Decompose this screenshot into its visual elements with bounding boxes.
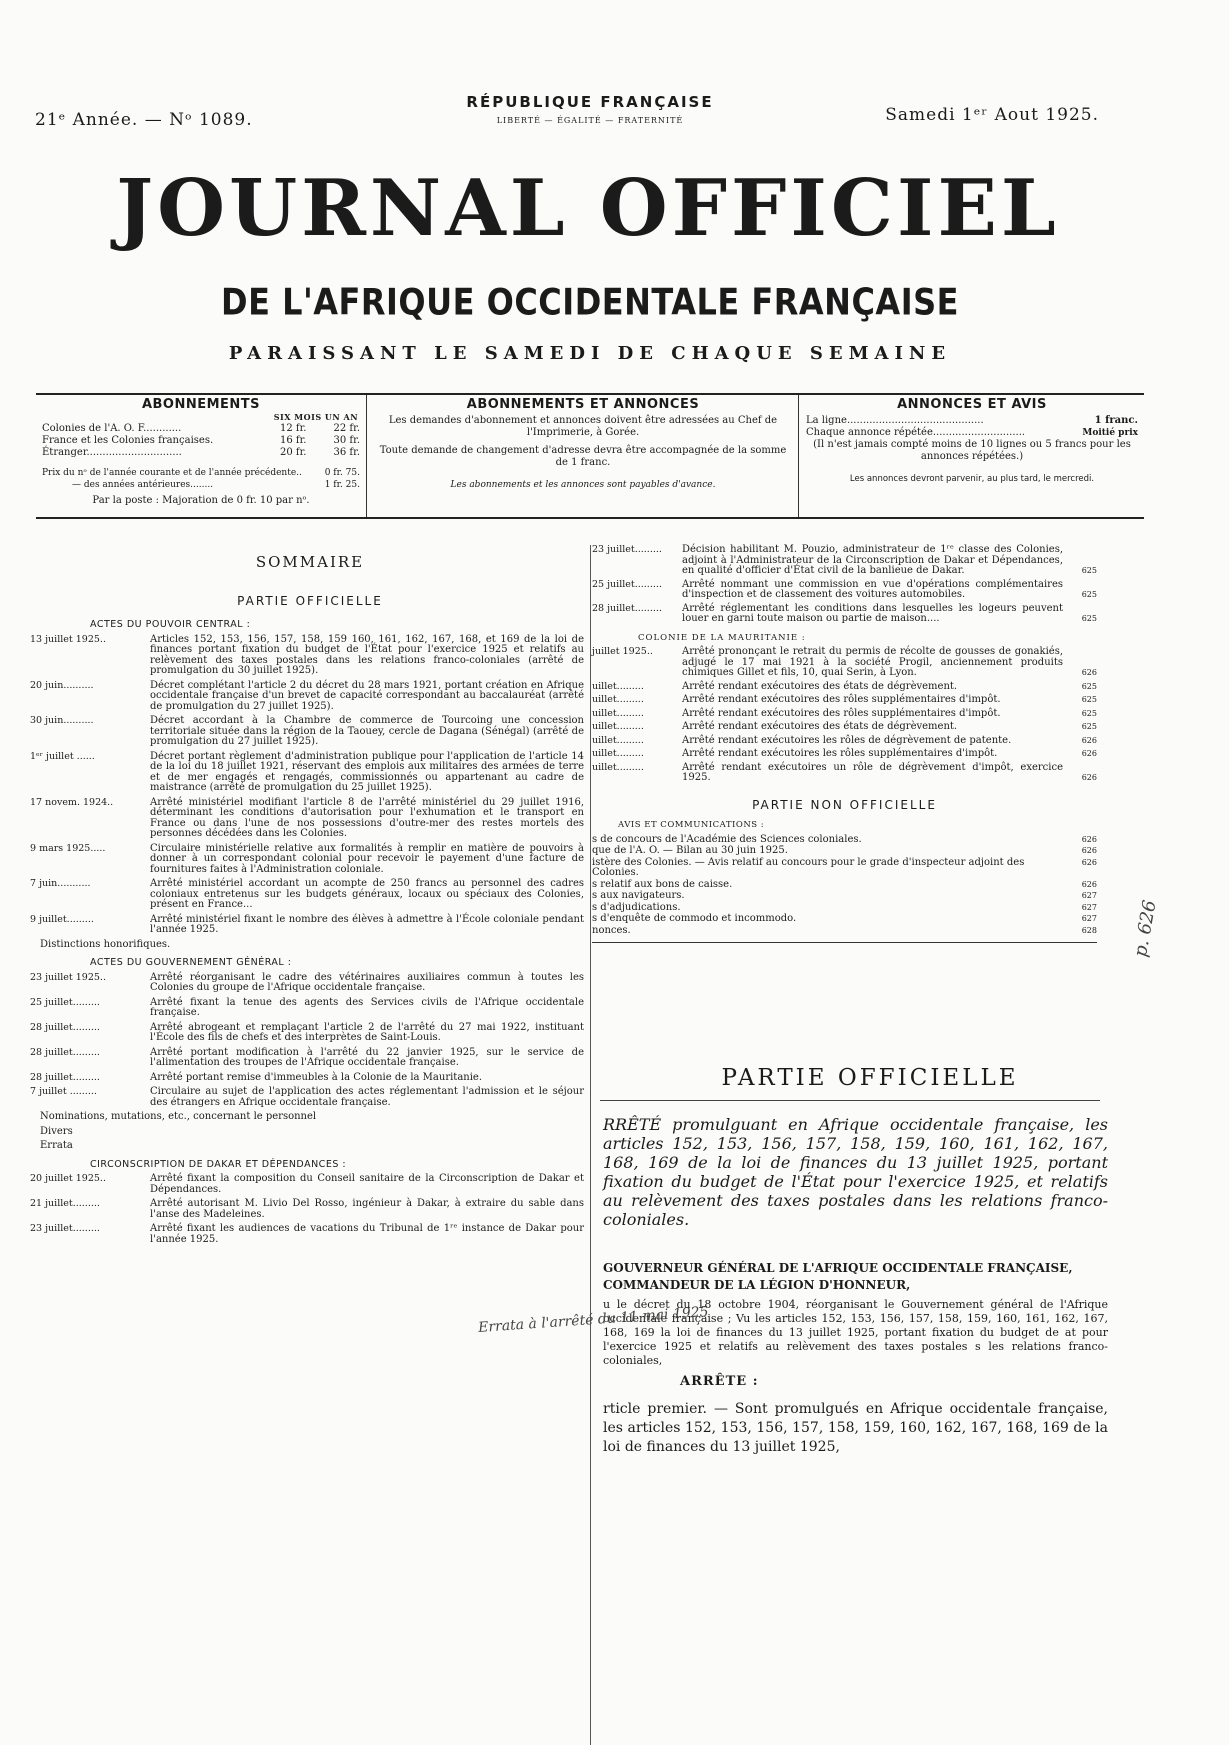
entry-text: Arrêté autorisant M. Livio Del Rosso, ingénieur à Dakar, à extraire du sable dans l'anse des Madeleines. — [150, 1198, 584, 1220]
summary-entry — [592, 763, 1097, 784]
older-price-label: — des années antérieures........ — [72, 480, 214, 490]
summary-heading: SOMMAIRE — [255, 553, 365, 571]
entry-date: 28 juillet......... — [592, 602, 662, 614]
entry-text: Circulaire au sujet de l'application des actes réglementant l'admission et le séjour des étrangers en Afrique occidentale française. — [150, 1086, 584, 1108]
avis-entry — [592, 926, 1097, 937]
summary-entry — [30, 1199, 590, 1220]
entry-text: Décret complétant l'article 2 du décret du 28 mars 1921, portant création en Afrique occidentale française d'un brevet de capacité correspondant au baccalauréat (arrêté de promulgation du 27 juillet 1925). — [150, 679, 584, 712]
entry-page: 625 — [1081, 695, 1097, 704]
errata-line: Errata — [40, 1140, 73, 1151]
handwritten-errata-note: Errata à l'arrêté du 11 mai 1925 — [477, 1303, 710, 1337]
entry-text: Décision habilitant M. Pouzio, administrateur de 1ʳᵉ classe des Colonies, adjoint à l'Administrateur de la Circonscription de Dakar et Dépendances, en qualité d'officier d'État civil de la banlieue de Dakar. — [682, 544, 1063, 576]
entry-text: istère des Colonies. — Avis relatif au concours pour le grade d'inspecteur adjoint des Colonies. — [592, 856, 1025, 878]
journal-title: JOURNAL OFFICIEL — [116, 163, 1060, 254]
distinctions-line: Distinctions honorifiques. — [40, 938, 171, 950]
entry-text: s aux navigateurs. — [592, 890, 685, 901]
entry-text: Arrêté rendant exécutoires les rôles de dégrèvement de patente. — [682, 734, 1012, 746]
avis-entry — [592, 858, 1097, 879]
entry-text: Arrêté rendant exécutoires les rôles supplémentaires d'impôt. — [682, 748, 998, 759]
entry-text: Arrêté fixant la composition du Conseil sanitaire de la Circonscription de Dakar et Dépendances. — [150, 1173, 584, 1195]
entry-page: 627 — [1081, 914, 1097, 923]
entry-date: uillet......... — [592, 707, 644, 719]
vu-clauses: u le décret du 18 octobre 1904, réorganisant le Gouvernement général de l'Afrique occidentale française ; Vu les articles 152, 153, 156, 157, 158, 159, 160, 161, 162, 167, 168, 169 la loi de finances du 13 juillet 1925, portant fixation du budget de at pour l'exercice 1925 et relatifs au relèvement des taxes postales s les relations franco-coloniales, — [603, 1298, 1108, 1367]
dakar-continued-list — [592, 545, 1097, 625]
summary-entry — [30, 915, 590, 936]
entry-page: 625 — [1081, 614, 1097, 623]
avis-heading: AVIS ET COMMUNICATIONS : — [618, 820, 765, 830]
summary-entry — [592, 604, 1097, 625]
entry-page: 626 — [1081, 834, 1097, 844]
ad-repeat-value: Moitié prix — [1082, 428, 1138, 438]
entry-text: s relatif aux bons de caisse. — [592, 878, 733, 890]
entry-date: 30 juin.......... — [30, 715, 94, 726]
entry-page: 626 — [1081, 773, 1097, 782]
entry-date: 28 juillet......... — [30, 1021, 100, 1033]
entry-text: Arrêté ministériel fixant le nombre des élèves à admettre à l'École coloniale pendant l'année 1925. — [150, 913, 584, 935]
entry-date: juillet 1925.. — [592, 646, 653, 657]
summary-entry — [30, 752, 590, 794]
non-official-part-heading: PARTIE NON OFFICIELLE — [752, 797, 937, 812]
ad-repeat-row — [800, 427, 1144, 439]
subscriptions-column — [36, 395, 367, 517]
price-six: 12 fr. — [280, 423, 307, 434]
entry-date: 25 juillet......... — [592, 578, 662, 590]
subs-ads-heading: ABONNEMENTS ET ANNONCES — [466, 397, 700, 412]
ad-minimum-note: (Il n'est jamais compté moins de 10 lignes ou 5 francs pour les annonces répétées.) — [813, 439, 1131, 462]
summary-entry — [30, 844, 590, 876]
entry-text: Arrêté prononçant le retrait du permis de récolte de gousses de gonakiés, adjugé le 17 mai 1921 à la société Progil, anciennement produits chimiques Gillet et fils, 10, quai Serin, à Lyon. — [682, 646, 1063, 678]
entry-date: uillet......... — [592, 734, 644, 746]
entry-text: Arrêté portant remise d'immeubles à la Colonie de la Mauritanie. — [150, 1071, 483, 1083]
entry-text: Circulaire ministérielle relative aux formalités à remplir en matière de pouvoirs à donner à un correspondant colonial pour recevoir le payement d'une facture de fournitures faites à l'Administration coloniale. — [150, 842, 584, 875]
central-acts-list — [30, 635, 590, 936]
entry-date: 28 juillet......... — [30, 1071, 100, 1083]
entry-text: Arrêté ministériel accordant un acompte de 250 francs au personnel des cadres coloniaux entretenus sur les budgets généraux, locaux ou spéciaux des Colonies, présent en France... — [150, 878, 584, 910]
title-divider — [600, 1100, 1100, 1101]
entry-page: 625 — [1081, 590, 1097, 599]
entry-date: 23 juillet 1925.. — [30, 971, 106, 983]
older-price-row — [36, 479, 366, 491]
entry-date: uillet......... — [592, 680, 644, 692]
entry-text: Arrêté rendant exécutoires des états de dégrèvement. — [682, 721, 958, 732]
handwritten-margin-note: p. 626 — [1130, 898, 1161, 959]
avis-entry — [592, 846, 1097, 857]
entry-date: 20 juillet 1925.. — [30, 1173, 106, 1184]
entry-text: Arrêté rendant exécutoires un rôle de dégrèvement d'impôt, exercice 1925. — [682, 761, 1063, 783]
entry-text: Arrêté fixant la tenue des agents des Services civils de l'Afrique occidentale française. — [150, 996, 584, 1018]
avis-entry — [592, 880, 1097, 891]
price-row-label: Colonies de l'A. O. F............ — [42, 423, 182, 434]
summary-entry — [592, 647, 1097, 679]
entry-date: 13 juillet 1925.. — [30, 633, 106, 645]
summary-entry — [30, 1174, 590, 1195]
section-divider — [592, 942, 1097, 943]
price-row — [36, 447, 366, 459]
entry-page: 625 — [1081, 722, 1097, 731]
entry-page: 626 — [1081, 735, 1097, 745]
ad-rate-value: 1 franc. — [1094, 415, 1138, 426]
entry-date: 7 juillet ......... — [30, 1086, 97, 1097]
entry-page: 628 — [1081, 925, 1097, 935]
summary-entry — [30, 1023, 590, 1044]
central-acts-heading: ACTES DU POUVOIR CENTRAL : — [90, 619, 251, 630]
summary-entry — [592, 682, 1097, 693]
entry-text: s d'adjudications. — [592, 901, 681, 913]
payment-note: Les abonnements et les annonces sont payables d'avance. — [450, 480, 716, 490]
summary-right-column — [592, 545, 1097, 943]
price-year: 36 fr. — [333, 447, 360, 458]
price-six: 16 fr. — [280, 435, 307, 446]
entry-date: 1ᵉʳ juillet ...... — [30, 750, 95, 762]
price-six: 20 fr. — [280, 447, 307, 458]
arrete-label: ARRÊTE : — [680, 1374, 759, 1389]
summary-entry — [30, 635, 590, 677]
entry-text: Décret portant règlement d'administration publique pour l'application de l'article 14 de la loi du 18 juillet 1921, réservant des emplois aux militaires des armées de terre et de mer engagés et rengagés, commissionnés ou appartenant au cadre de maistrance (arrêté de promulgation du 25 juillet 1925). — [150, 750, 584, 793]
entry-date: 20 juin.......... — [30, 679, 94, 691]
republic-motto: LIBERTÉ — ÉGALITÉ — FRATERNITÉ — [496, 116, 684, 125]
entry-date: 23 juillet......... — [592, 544, 662, 555]
price-row — [36, 435, 366, 447]
subscription-box — [36, 393, 1144, 519]
summary-entry — [30, 1073, 590, 1084]
summary-entry — [592, 736, 1097, 747]
gov-acts-list — [30, 973, 590, 1109]
entry-text: s de concours de l'Académie des Sciences coloniales. — [592, 833, 862, 845]
entry-text: que de l'A. O. — Bilan au 30 juin 1925. — [592, 845, 788, 856]
entry-date: 9 mars 1925..... — [30, 842, 106, 854]
entry-date: 9 juillet......... — [30, 913, 94, 925]
entry-text: Arrêté réglementant les conditions dans lesquelles les logeurs peuvent louer en garni toute maison ou partie de maison.... — [682, 602, 1063, 624]
entry-text: Arrêté réorganisant le cadre des vétérinaires auxiliaires commun à toutes les Colonies du groupe de l'Afrique occidentale française. — [150, 971, 584, 993]
edition-number: 21ᵉ Année. — Nᵒ 1089. — [35, 110, 253, 130]
entry-page: 626 — [1081, 668, 1097, 677]
subscriptions-heading: ABONNEMENTS — [141, 397, 261, 412]
entry-text: Arrêté fixant les audiences de vacations du Tribunal de 1ʳᵉ instance de Dakar pour l'année 1925. — [150, 1223, 584, 1245]
governor-line: GOUVERNEUR GÉNÉRAL DE L'AFRIQUE OCCIDENTALE FRANÇAISE, COMMANDEUR DE LA LÉGION D'HONNEUR, — [603, 1261, 1073, 1292]
entry-text: Arrêté rendant exécutoires des rôles supplémentaires d'impôt. — [682, 707, 1001, 719]
summary-entry — [30, 1048, 590, 1069]
summary-entry — [30, 716, 590, 748]
mauritanie-heading: COLONIE DE LA MAURITANIE : — [638, 632, 806, 643]
price-row-label: France et les Colonies françaises. — [42, 435, 214, 446]
issue-price-label: Prix du nᵒ de l'année courante et de l'année précédente.. — [42, 468, 302, 478]
price-year: 22 fr. — [333, 423, 360, 434]
mauritanie-list — [592, 647, 1097, 784]
summary-entry — [30, 998, 590, 1019]
entry-date: uillet......... — [592, 694, 644, 705]
price-row — [36, 423, 366, 435]
postage-note: Par la poste : Majoration de 0 fr. 10 par nᵒ. — [92, 495, 310, 506]
older-price-value: 1 fr. 25. — [324, 480, 360, 490]
entry-text: Arrêté rendant exécutoires des rôles supplémentaires d'impôt. — [682, 694, 1001, 705]
summary-entry — [30, 1087, 590, 1108]
entry-date: uillet......... — [592, 721, 644, 732]
entry-date: 7 juin........... — [30, 878, 91, 889]
summary-entry — [592, 722, 1097, 733]
summary-entry — [30, 1224, 590, 1245]
issue-date: Samedi 1ᵉʳ Aout 1925. — [885, 105, 1099, 125]
avis-entry — [592, 914, 1097, 925]
entry-text: Articles 152, 153, 156, 157, 158, 159 160, 161, 162, 167, 168, et 169 de la loi de finances portant fixation du budget de l'État pour l'exercice 1925 et relatifs au relèvement des taxes postales dans les relations franco-coloniales (arrêté de promulgation du 30 juillet 1925). — [150, 633, 584, 676]
ads-column — [800, 395, 1144, 517]
entry-text: Arrêté ministériel modifiant l'article 8 de l'arrêté ministériel du 29 juillet 1916, déterminant les conditions d'autorisation pour l'exhumation et le transport en France ou dans l'une de nos possessions d'outre-mer des restes mortels des personnes décédées dans les Colonies. — [150, 796, 584, 839]
entry-page: 627 — [1081, 902, 1097, 912]
journal-subtitle: DE L'AFRIQUE OCCIDENTALE FRANÇAISE — [221, 280, 959, 324]
dakar-heading: CIRCONSCRIPTION DE DAKAR ET DÉPENDANCES : — [90, 1158, 347, 1170]
entry-date: 17 novem. 1924.. — [30, 796, 114, 808]
price-year: 30 fr. — [333, 435, 360, 446]
entry-text: nonces. — [592, 924, 631, 936]
republic-heading: RÉPUBLIQUE FRANÇAISE — [466, 93, 714, 111]
entry-page: 625 — [1081, 708, 1097, 718]
entry-text: Arrêté nommant une commission en vue d'opérations complémentaires d'inspection et de classement des voitures automobiles. — [682, 578, 1063, 600]
official-part-heading: PARTIE OFFICIELLE — [237, 593, 383, 608]
summary-entry — [30, 973, 590, 994]
entry-text: s d'enquête de commodo et incommodo. — [592, 913, 797, 924]
address-change-note: Toute demande de changement d'adresse devra être accompagnée de la somme de 1 franc. — [379, 445, 787, 468]
summary-entry — [30, 681, 590, 713]
entry-text: Arrêté rendant exécutoires des états de dégrèvement. — [682, 680, 958, 692]
avis-list — [592, 835, 1097, 937]
nominations-line: Nominations, mutations, etc., concernant le personnel — [40, 1111, 317, 1122]
issue-price-row — [36, 467, 366, 479]
entry-text: Arrêté portant modification à l'arrêté du 22 janvier 1925, sur le service de l'alimentation des troupes de l'Afrique occidentale française. — [150, 1046, 584, 1068]
avis-entry — [592, 835, 1097, 846]
issue-price-value: 0 fr. 75. — [324, 468, 360, 478]
journal-tagline: PARAISSANT LE SAMEDI DE CHAQUE SEMAINE — [228, 343, 952, 364]
entry-date: 25 juillet......... — [30, 996, 100, 1008]
ads-heading: ANNONCES ET AVIS — [897, 397, 1047, 412]
entry-page: 626 — [1081, 857, 1097, 867]
entry-date: uillet......... — [592, 748, 644, 759]
gov-acts-heading: ACTES DU GOUVERNEMENT GÉNÉRAL : — [90, 957, 292, 968]
subscriptions-ads-column — [368, 395, 799, 517]
dakar-acts-list — [30, 1174, 590, 1245]
ad-deadline-note: Les annonces devront parvenir, au plus tard, le mercredi. — [849, 474, 1095, 484]
subs-address-note: Les demandes d'abonnement et annonces doivent être adressées au Chef de l'Imprimerie, à Gorée. — [388, 415, 778, 438]
avis-entry — [592, 903, 1097, 914]
avis-entry — [592, 891, 1097, 902]
entry-page: 625 — [1081, 566, 1097, 575]
entry-page: 625 — [1081, 681, 1097, 691]
entry-date: 21 juillet......... — [30, 1198, 100, 1209]
entry-date: uillet......... — [592, 761, 644, 773]
entry-text: Décret accordant à la Chambre de commerce de Tourcoing une concession territoriale située dans la région de la Taouey, cercle de Dagana (Sénégal) (arrêté de promulgation du 27 juillet 1925). — [150, 715, 584, 747]
summary-entry — [592, 749, 1097, 760]
entry-text: Arrêté abrogeant et remplaçant l'article 2 de l'arrêté du 27 mai 1922, instituant l'École des fils de chefs et des interprètes de Saint-Louis. — [150, 1021, 584, 1043]
entry-page: 627 — [1081, 891, 1097, 900]
ad-repeat-label: Chaque annonce répétée............................. — [806, 427, 1026, 438]
ad-rate-label: La ligne........................................... — [806, 415, 984, 426]
summary-entry — [592, 695, 1097, 706]
entry-page: 626 — [1081, 846, 1097, 855]
arrete-title: RRÊTÉ promulguant en Afrique occidentale française, les articles 152, 153, 156, 157, 158, 159, 160, 161, 162, 167, 168, 169 de la loi de finances du 13 juillet 1925, portant fixation du budget de l'État pour l'exercice 1925, et relatifs au relèvement des taxes postales dans les relations franco-coloniales. — [603, 1115, 1108, 1229]
official-part-title: PARTIE OFFICIELLE — [721, 1065, 1019, 1091]
summary-entry — [30, 879, 590, 911]
summary-left-column — [30, 545, 591, 1745]
price-row-label: Étranger.............................. — [42, 447, 182, 458]
period-headers: SIX MOIS UN AN — [273, 412, 358, 422]
summary-entry — [592, 545, 1097, 577]
entry-page: 626 — [1081, 749, 1097, 758]
article-one: rticle premier. — Sont promulgués en Afrique occidentale française, les articles 152, 153, 156, 157, 158, 159, 160, 162, 167, 168, 169 de la loi de finances du 13 juillet 1925, — [603, 1401, 1108, 1455]
summary-entry — [30, 798, 590, 840]
entry-date: 28 juillet......... — [30, 1046, 100, 1058]
summary-entry — [592, 709, 1097, 720]
entry-date: 23 juillet......... — [30, 1223, 100, 1234]
ad-rate-row — [800, 415, 1144, 427]
divers-line: Divers — [40, 1125, 73, 1137]
entry-page: 626 — [1081, 879, 1097, 889]
summary-entry — [592, 580, 1097, 601]
